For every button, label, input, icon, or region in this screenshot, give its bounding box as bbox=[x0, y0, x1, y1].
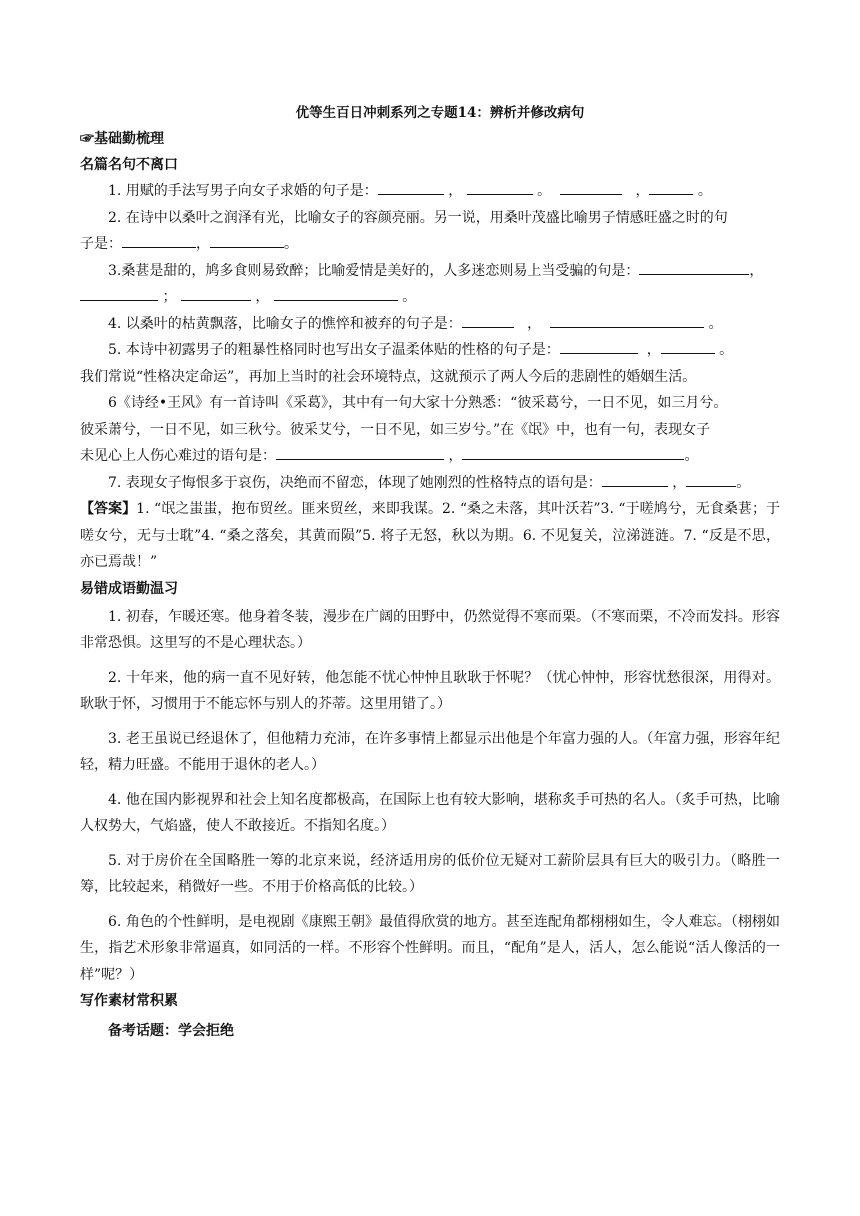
answer-blank bbox=[550, 313, 704, 328]
answer-blank bbox=[122, 233, 196, 248]
document-page bbox=[80, 100, 780, 1044]
idiom-item-1: 1. 初春，乍暖还寒。他身着冬装，漫步在广阔的田野中，仍然觉得不寒而栗。（不寒而栗，不冷而发抖。形容非常恐惧。这里写的不是心理状态。） bbox=[80, 608, 780, 651]
section-heading-idioms: 易错成语勤温习 bbox=[80, 580, 178, 597]
question-6: 6《诗经•王风》有一首诗叫《采葛》，其中有一句大家十分熟悉：“彼采葛兮，一日不见，如三月兮。 bbox=[108, 395, 728, 411]
answer-blank bbox=[467, 180, 533, 195]
answer-label: 【答案】 bbox=[80, 501, 137, 517]
idiom-item-3: 3. 老王虽说已经退休了，但他精力充沛，在许多事情上都显示出他是个年富力强的人。（年富力强，形容年纪轻，精力旺盛。不能用于退休的老人。） bbox=[80, 730, 780, 773]
idiom-item-5: 5. 对于房价在全国略胜一筹的北京来说，经济适用房的低价位无疑对工薪阶层具有巨大的吸引力。（略胜一筹，比较起来，稍微好一些。不用于价格高低的比较。） bbox=[80, 852, 780, 895]
answer-blank bbox=[462, 445, 684, 460]
answer-blank bbox=[210, 233, 284, 248]
answer-blank bbox=[560, 339, 638, 354]
answer-blank bbox=[686, 472, 736, 487]
answer-text: 1. “氓之蚩蚩，抱布贸丝。匪来贸丝，来即我谋。2. “桑之未落，其叶沃若”3. “于嗟鸠兮，无食桑葚；于嗟女兮，无与士耽”4. “桑之落矣，其黄而陨”5. 将子无怒，秋以为期。6. 不见复关，泣涕涟涟。7. “反是不思，亦已焉哉！” bbox=[80, 501, 781, 570]
idiom-item-4: 4. 他在国内影视界和社会上知名度都极高，在国际上也有较大影响，堪称炙手可热的名人。（炙手可热，比喻人权势大，气焰盛，使人不敢接近。不指知名度。） bbox=[80, 791, 780, 834]
section-heading-poems: 名篇名句不离口 bbox=[80, 157, 178, 173]
answer-blank bbox=[639, 260, 749, 275]
question-5-cont: 我们常说“性格决定命运”，再加上当时的社会环境特点，这就预示了两人今后的悲剧性的婚姻生活。 bbox=[80, 368, 697, 385]
answer-block bbox=[80, 496, 780, 576]
question-2: 2. 在诗中以桑叶之润泽有光，比喻女子的容颜亮丽。另一说，用桑叶茂盛比喻男子情感旺盛之时的句 bbox=[108, 209, 728, 226]
answer-blank bbox=[276, 445, 444, 460]
answer-blank bbox=[560, 180, 622, 195]
answer-blank bbox=[649, 180, 693, 195]
answer-blank bbox=[661, 339, 715, 354]
question-7: 7. 表现女子悔恨多于哀伤，决绝而不留恋，体现了她刚烈的性格特点的语句是： ， 。 bbox=[80, 470, 780, 497]
answer-blank bbox=[462, 313, 514, 328]
answer-blank bbox=[602, 472, 668, 487]
answer-blank bbox=[181, 286, 251, 301]
answer-blank bbox=[274, 286, 398, 301]
answer-blank bbox=[378, 180, 444, 195]
page-title: 优等生百日冲刺系列之专题14：辨析并修改病句 bbox=[295, 105, 585, 121]
section-heading-basic: ☞基础勤梳理 bbox=[80, 131, 164, 147]
question-1: 1. 用赋的手法写男子向女子求婚的句子是： ， 。 ， 。 bbox=[80, 178, 780, 205]
idiom-item-6: 6. 角色的个性鲜明，是电视剧《康熙王朝》最值得欣赏的地方。甚至连配角都栩栩如生，令人难忘。（栩栩如生，指艺术形象非常逼真，如同活的一样。不形容个性鲜明。而且，“配角”是人，活人，怎么能说“活人像活的一样”呢？） bbox=[80, 913, 780, 983]
question-6-cont: 彼采萧兮，一日不见，如三秋兮。彼采艾兮，一日不见，如三岁兮。”在《氓》中，也有一句，表现女子 bbox=[80, 421, 711, 438]
question-3: 3.桑葚是甜的，鸠多食则易致醉；比喻爱情是美好的，人多迷恋则易上当受骗的句是： ， bbox=[80, 258, 780, 285]
question-4: 4. 以桑叶的枯黄飘落，比喻女子的憔悴和被弃的句子是： ， 。 bbox=[80, 311, 780, 338]
topic-heading: 备考话题：学会拒绝 bbox=[108, 1023, 234, 1039]
question-3-cont: ； ， 。 bbox=[80, 284, 780, 311]
section-heading-writing: 写作素材常积累 bbox=[80, 993, 178, 1009]
question-2-cont: 子是： ， 。 bbox=[80, 231, 780, 258]
answer-blank bbox=[80, 286, 158, 301]
question-5: 5. 本诗中初露男子的粗暴性格同时也写出女子温柔体贴的性格的句子是： ， 。 bbox=[80, 337, 780, 364]
question-6-cont2: 未见心上人伤心难过的语句是： ， 。 bbox=[80, 443, 780, 470]
idiom-item-2: 2. 十年来，他的病一直不见好转，他怎能不忧心忡忡且耿耿于怀呢？（忧心忡忡，形容忧愁很深，用得对。耿耿于怀，习惯用于不能忘怀与别人的芥蒂。这里用错了。） bbox=[80, 669, 780, 712]
